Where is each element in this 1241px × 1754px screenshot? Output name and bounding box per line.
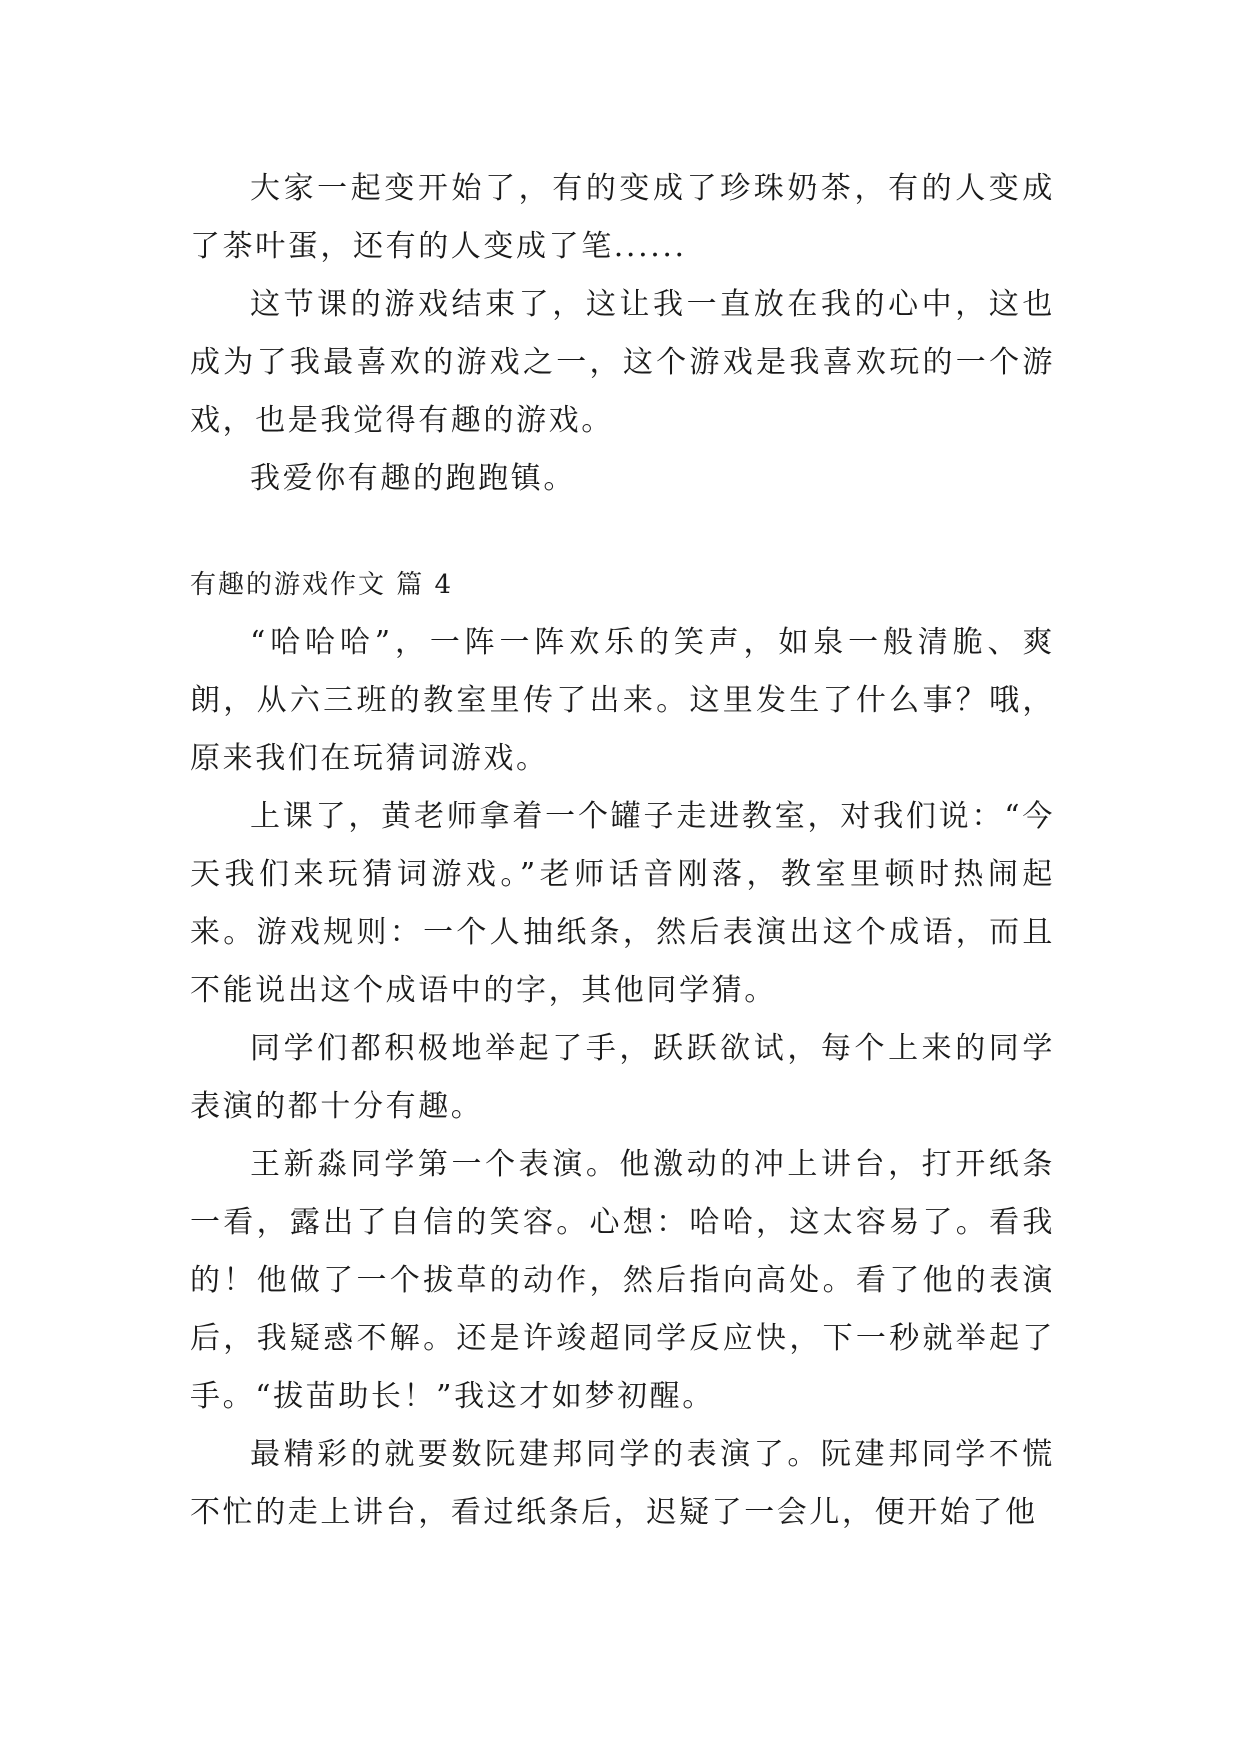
paragraph-4: “哈哈哈”，一阵一阵欢乐的笑声，如泉一般清脆、爽朗，从六三班的教室里传了出来。这里发生了什么事？哦，原来我们在玩猜词游戏。 <box>190 625 1055 776</box>
paragraph-7: 王新淼同学第一个表演。他激动的冲上讲台，打开纸条一看，露出了自信的笑容。心想：哈哈，这太容易了。看我的！他做了一个拔草的动作，然后指向高处。看了他的表演后，我疑惑不解。还是许竣超同学反应快，下一秒就举起了手。“拔苗助长！”我这才如梦初醒。 <box>190 1147 1055 1414</box>
document-page <box>190 160 1055 1542</box>
paragraph-8: 最精彩的就要数阮建邦同学的表演了。阮建邦同学不慌不忙的走上讲台，看过纸条后，迟疑了一会儿，便开始了他 <box>190 1437 1055 1530</box>
section-title: 有趣的游戏作文 篇 4 <box>190 570 454 600</box>
paragraph-5: 上课了，黄老师拿着一个罐子走进教室，对我们说：“今天我们来玩猜词游戏。”老师话音刚落，教室里顿时热闹起来。游戏规则：一个人抽纸条，然后表演出这个成语，而且不能说出这个成语中的字，其他同学猜。 <box>190 799 1055 1008</box>
paragraph-3: 我爱你有趣的跑跑镇。 <box>250 461 576 496</box>
paragraph-6: 同学们都积极地举起了手，跃跃欲试，每个上来的同学表演的都十分有趣。 <box>190 1031 1055 1124</box>
paragraph-2: 这节课的游戏结束了，这让我一直放在我的心中，这也成为了我最喜欢的游戏之一，这个游戏是我喜欢玩的一个游戏，也是我觉得有趣的游戏。 <box>190 287 1055 438</box>
paragraph-1: 大家一起变开始了，有的变成了珍珠奶茶，有的人变成了茶叶蛋，还有的人变成了笔...... <box>190 171 1055 264</box>
